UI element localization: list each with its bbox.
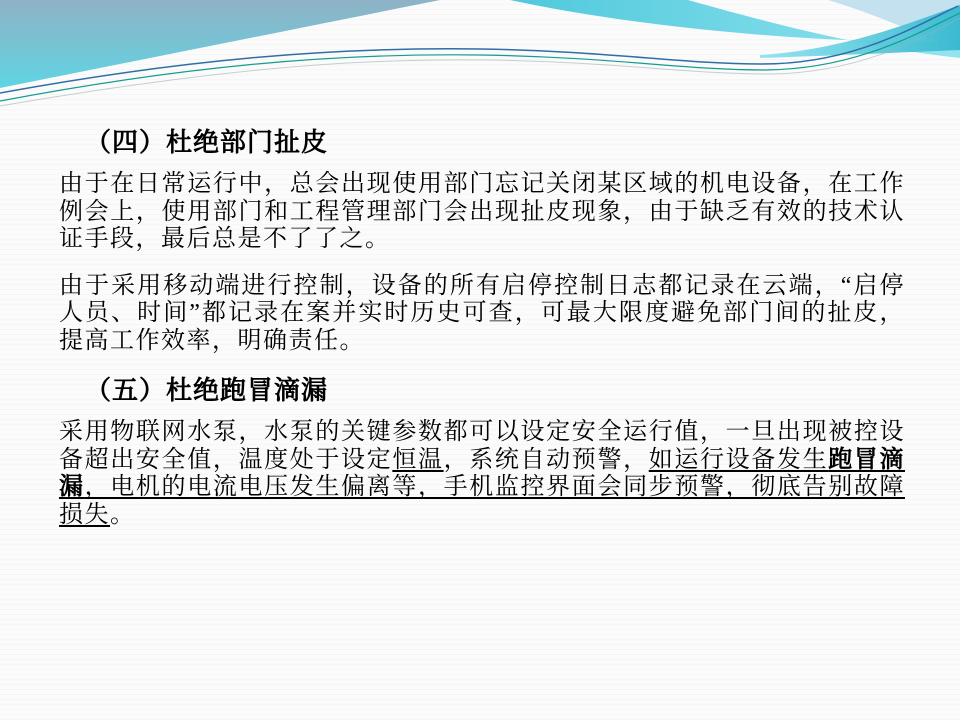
text-segment: （五）杜绝跑冒滴漏 bbox=[85, 376, 329, 405]
body-paragraph bbox=[59, 171, 905, 254]
text-segment: 跑冒滴漏 bbox=[59, 446, 905, 500]
text-segment: ，电机的电流电压发生偏离等，手机监控界面会同步预警，彻底告别故障损失 bbox=[59, 474, 905, 528]
text-segment: 由于采用移动端进行控制，设备的所有启停控制日志都记录在云端，“启停人员、时间”都记录在案并实时历史可查，可最大限度避免部门间的扯皮，提高工作效率，明确责任。 bbox=[59, 272, 905, 354]
text-segment: 采用物联网水泵，水泵的关键参数都可以设定安全运行值，一旦出现被控设备超出安全值，温度处于设定 bbox=[59, 419, 905, 473]
text-segment: 。 bbox=[110, 501, 136, 528]
text-segment: 由于在日常运行中，总会出现使用部门忘记关闭某区域的机电设备，在工作例会上，使用部门和工程管理部门会出现扯皮现象，由于缺乏有效的技术认证手段，最后总是不了了之。 bbox=[59, 171, 905, 252]
body-paragraph bbox=[59, 273, 905, 356]
text-segment: 如运行设备发生 bbox=[648, 446, 829, 473]
section-heading bbox=[59, 374, 905, 407]
header-wave-decoration bbox=[0, 0, 960, 135]
section-heading bbox=[59, 126, 905, 159]
slide-content bbox=[59, 126, 905, 548]
text-segment: 恒温 bbox=[392, 446, 444, 473]
sky-gradient-shape bbox=[0, 0, 440, 88]
text-segment: ，系统自动预警， bbox=[443, 446, 649, 473]
body-paragraph bbox=[59, 419, 905, 529]
text-segment: （四）杜绝部门扯皮 bbox=[85, 128, 329, 157]
